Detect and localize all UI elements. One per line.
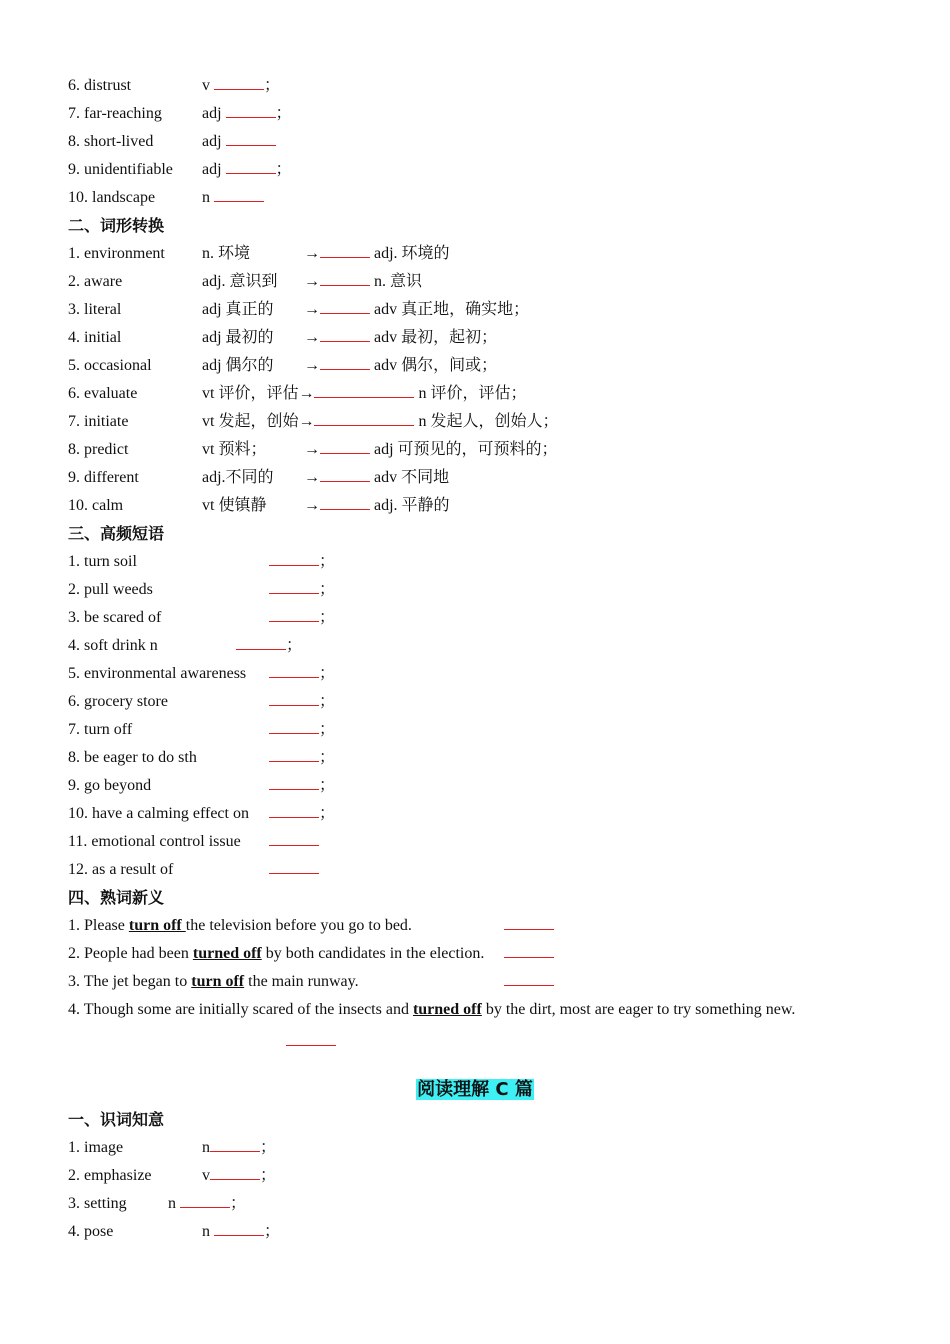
answer-blank[interactable] (269, 607, 319, 622)
arrow-icon: → (298, 385, 315, 402)
word-form-row: 10. calm vt 使镇静 → adj. 平静的 (68, 497, 450, 514)
arrow-icon: → (304, 469, 320, 486)
vocab-row: 1. image n ； (68, 1139, 277, 1156)
target-phrase: turn off (128, 917, 186, 934)
vocab-row: 4. pose n ； (68, 1223, 281, 1240)
answer-blank[interactable] (320, 243, 370, 258)
arrow-icon: → (304, 497, 320, 514)
answer-blank[interactable] (504, 943, 554, 958)
answer-blank[interactable] (504, 971, 554, 986)
answer-blank[interactable] (236, 635, 286, 650)
section-heading: 四、熟词新义 (68, 888, 165, 907)
answer-blank[interactable] (269, 859, 319, 874)
reading-title: 阅读理解 C 篇 (417, 1079, 533, 1100)
answer-blank[interactable] (214, 1221, 264, 1236)
answer-blank[interactable] (226, 103, 276, 118)
vocab-pos: v (202, 77, 210, 94)
answer-blank[interactable] (269, 579, 319, 594)
vocab-word: 9. unidentifiable (68, 161, 173, 178)
answer-blank[interactable] (180, 1193, 230, 1208)
answer-blank[interactable] (314, 411, 414, 426)
phrase-row: 11. emotional control issue (68, 830, 241, 854)
vocab-row: 7. far-reaching adj ； (68, 105, 292, 122)
word-form-row: 8. predict vt 预料； → adj 可预见的，可预料的； (68, 441, 558, 458)
vocab-pos: adj (202, 133, 222, 150)
answer-blank[interactable] (214, 187, 264, 202)
arrow-icon: → (304, 357, 320, 374)
answer-blank[interactable] (214, 75, 264, 90)
phrase-row: 8. be eager to do sth ； (68, 749, 336, 766)
vocab-pos: adj (202, 161, 222, 178)
phrase-row: 12. as a result of (68, 858, 173, 882)
answer-blank[interactable] (320, 439, 370, 454)
answer-blank[interactable] (226, 131, 276, 146)
vocab-word: 7. far-reaching (68, 105, 162, 122)
answer-blank[interactable] (320, 327, 370, 342)
answer-blank[interactable] (269, 663, 319, 678)
answer-blank[interactable] (320, 467, 370, 482)
section-heading: 三、高频短语 (68, 524, 165, 543)
arrow-icon: → (304, 301, 320, 318)
phrase-row: 10. have a calming effect on ； (68, 805, 336, 822)
phrase-row: 9. go beyond ； (68, 777, 336, 794)
section-heading: 一、识词知意 (68, 1110, 165, 1129)
vocab-word: 8. short-lived (68, 133, 154, 150)
arrow-icon: → (298, 413, 315, 430)
target-phrase: turned off (192, 945, 262, 962)
phrase-row: 3. be scared of ； (68, 609, 336, 626)
arrow-icon: → (304, 273, 320, 290)
word-form-row: 4. initial adj 最初的 → adv 最初，起初； (68, 329, 498, 346)
sentence-row: 2. People had been turned off by both candidates in the election. (68, 942, 484, 966)
answer-blank[interactable] (504, 915, 554, 930)
answer-blank[interactable] (320, 271, 370, 286)
answer-blank[interactable] (320, 495, 370, 510)
answer-blank[interactable] (269, 719, 319, 734)
vocab-pos: adj (202, 105, 222, 122)
vocab-row (68, 130, 222, 154)
vocab-row: 9. unidentifiable adj ； (68, 161, 292, 178)
answer-blank[interactable] (320, 299, 370, 314)
answer-blank[interactable] (269, 775, 319, 790)
word-form-row: 5. occasional adj 偶尔的 → adv 偶尔，间或； (68, 357, 498, 374)
answer-blank[interactable] (269, 747, 319, 762)
answer-blank[interactable] (269, 691, 319, 706)
sentence-row: 3. The jet began to turn off the main runway. (68, 970, 359, 994)
vocab-row: 2. emphasize v ； (68, 1167, 277, 1184)
sentence-row: 1. Please turn off the television before you go to bed. (68, 914, 412, 938)
answer-blank[interactable] (320, 355, 370, 370)
vocab-word: 6. distrust (68, 77, 132, 94)
answer-blank[interactable] (210, 1165, 260, 1180)
phrase-row: 1. turn soil ； (68, 553, 336, 570)
word-form-row: 9. different adj.不同的 → adv 不同地 (68, 469, 450, 486)
word-form-row: 7. initiate vt 发起，创始→ n 发起人，创始人； (68, 413, 559, 430)
vocab-row: 6. distrust v ； (68, 77, 281, 94)
answer-blank[interactable] (269, 831, 319, 846)
answer-blank[interactable] (314, 383, 414, 398)
word-form-row: 2. aware adj. 意识到 → n. 意识 (68, 273, 423, 290)
arrow-icon: → (304, 329, 320, 346)
answer-blank[interactable] (269, 551, 319, 566)
vocab-row: 3. setting n ； (68, 1195, 247, 1212)
arrow-icon: → (304, 441, 320, 458)
word-form-row: 1. environment n. 环境 → adj. 环境的 (68, 245, 450, 262)
target-phrase: turned off (412, 1001, 482, 1018)
arrow-icon: → (304, 245, 320, 262)
answer-blank[interactable] (286, 1031, 336, 1046)
sentence-row: 4. Though some are initially scared of the insects and turned off by the dirt, most are eager to try something new. (68, 1001, 796, 1018)
word-form-row: 6. evaluate vt 评价，评估→ n 评价，评估； (68, 385, 527, 402)
phrase-row: 5. environmental awareness ； (68, 665, 336, 682)
phrase-row: 6. grocery store ； (68, 693, 336, 710)
answer-blank[interactable] (226, 159, 276, 174)
vocab-pos: n (202, 189, 210, 206)
answer-blank[interactable] (210, 1137, 260, 1152)
vocab-word: 10. landscape (68, 189, 156, 206)
sentence-answer (286, 1030, 336, 1054)
phrase-row: 4. soft drink n ； (68, 637, 303, 654)
answer-blank[interactable] (269, 803, 319, 818)
phrase-row: 2. pull weeds ； (68, 581, 336, 598)
section-heading: 二、词形转换 (68, 216, 165, 235)
phrase-row: 7. turn off ； (68, 721, 336, 738)
target-phrase: turn off (191, 973, 245, 990)
word-form-row: 3. literal adj 真正的 → adv 真正地，确实地； (68, 301, 530, 318)
vocab-row (68, 186, 210, 210)
